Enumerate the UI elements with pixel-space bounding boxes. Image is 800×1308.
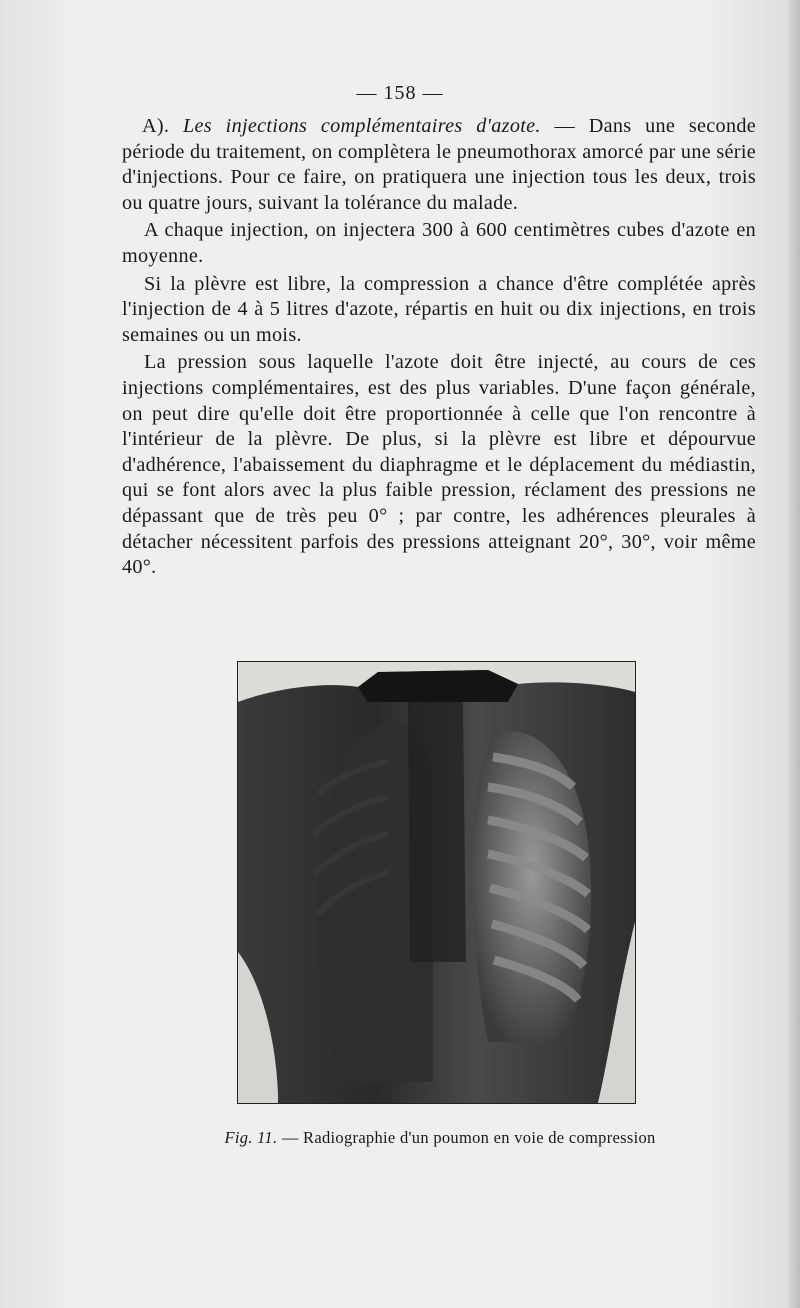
figure-caption-text: — Radiographie d'un poumon en voie de compression: [277, 1128, 656, 1147]
paragraph-1-text: — Dans une seconde période du traitement, on complètera le pneumothorax amorcé par une série d'injections. Pour ce faire, on pratiquera une injection tous les deux, trois ou quatre jours, suivant la tolérance du malade.: [122, 115, 757, 214]
radiograph-image: [238, 662, 635, 1103]
page-number: — 158 —: [356, 82, 444, 104]
page-edge: [788, 0, 800, 1308]
figure-label: Fig. 11.: [224, 1128, 278, 1147]
paragraph-1: [122, 114, 756, 216]
figure-caption: [200, 1128, 680, 1148]
section-heading: Les injections complémentaires d'azote.: [182, 115, 541, 137]
body-text: [122, 114, 756, 583]
paragraph-2: A chaque injection, on injectera 300 à 600 centimètres cubes d'azote en moyenne.: [122, 219, 756, 267]
paragraph-3: Si la plèvre est libre, la compression a chance d'être complétée après l'injection de 4 à 5 litres d'azote, répartis en huit ou dix injections, en trois semaines ou un mois.: [122, 272, 756, 346]
chest-radiograph: [237, 661, 636, 1104]
section-lead: A).: [142, 115, 170, 137]
paragraph-4: La pression sous laquelle l'azote doit être injecté, au cours de ces injections complémentaires, est des plus variables. D'une façon générale, on peut dire qu'elle doit être proportionnée à celle que l'on rencontre à l'intérieur de la plèvre. De plus, si la plèvre est libre et dépourvue d'adhérence, l'abaissement du diaphragme et le déplacement du médiastin, qui se font alors avec la plus faible pression, réclament des pressions ne dépassant que de très peu 0° ; par contre, les adhérences pleurales à détacher nécessitent parfois des pressions atteignant 20°, 30°, voir même 40°.: [122, 351, 756, 579]
